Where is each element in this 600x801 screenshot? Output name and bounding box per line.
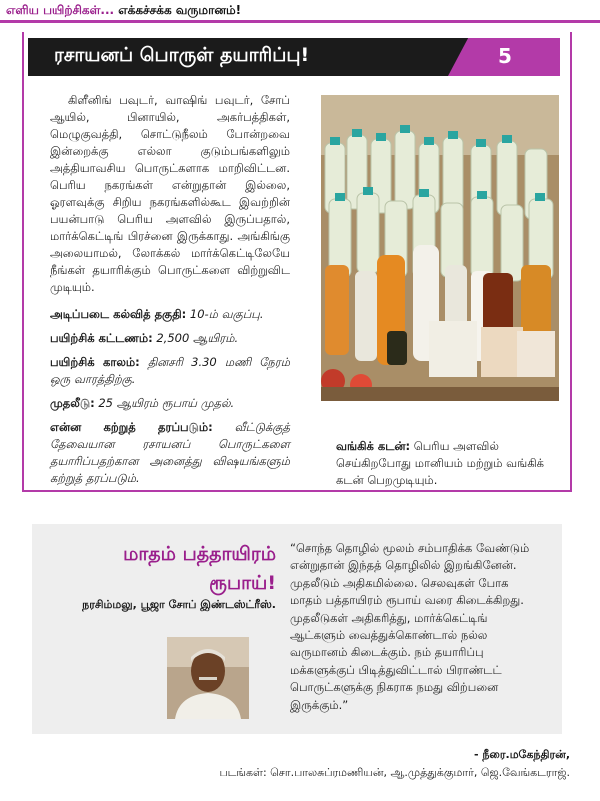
testimonial-title-line2: ரூபாய்! [209,572,276,594]
series-name: எளிய பயிற்சிகள்... [6,3,115,17]
page-number: 5 [498,44,512,68]
info-label: என்ன கற்றுத் தரப்படும்: [50,420,213,434]
testimonial-byline: நரசிம்மலு, பூஜா சோப் இண்டஸ்ட்ரீஸ். [82,598,276,611]
info-label: பயிற்சிக் கட்டணம்: [50,331,153,345]
photo-caption [336,438,556,489]
avatar [167,637,249,719]
products-photo [321,95,559,401]
info-qualification [50,306,290,323]
info-value: 10-ம் வகுப்பு. [189,307,264,321]
series-tagline: எக்கச்சக்க வருமானம்! [118,3,242,17]
info-duration [50,354,290,388]
credits [130,746,570,782]
author-credit: - நீரை.மகேந்திரன், [473,748,570,761]
testimonial-quote: “சொந்த தொழில் மூலம் சம்பாதிக்க வேண்டும் என்றுதான் இந்தத் தொழிலில் இறங்கினேன். முதலீடும் அதிகமில்லை. செலவுகள் போக மாதம் பத்தாயிரம் ரூபாய் வரை கிடைக்கிறது. முதலீடுகள் அதிகரித்து, மார்க்கெட்டிங் ஆட்களும் வைத்துக்கொண்டால் நல்ல வருமானம் கிடைக்கும். நம் தயாரிப்பு மக்களுக்குப் பிடித்துவிட்டால் பிராண்டட் பொருட்களுக்கு நிகராக நமது விற்பனை இருக்கும்.” [290,541,530,712]
intro-paragraph: கிளீனிங் பவுடர், வாஷிங் பவுடர், சோப் ஆயில், பினாயில், அகர்பத்திகள், மெழுகுவத்தி, சொட்டுநீலம் போன்றவை இன்றைக்கு எல்லா குடும்பங்களிலும் அத்தியாவசிய பொருட்களாக மாறிவிட்டன. பெரிய நகரங்கள் என்றுதான் இல்லை, ஓரளவுக்கு சிறிய நகரங்களில்கூட இவற்றின் பயன்பாடு பெரிய அளவில் இருப்பதால், மார்க்கெட்டிங் பிரச்னை இருக்காது. அங்கிங்கு அலையாமல், லோக்கல் மார்க்கெட்டிலேயே நீங்கள் தயாரிக்கும் பொருட்களை விற்றுவிட முடியும். [50,93,290,294]
article-title: ரசாயனப் பொருள் தயாரிப்பு! [54,44,310,66]
running-header-text [6,3,241,19]
info-value: 25 ஆயிரம் ரூபாய் முதல். [98,396,235,410]
info-label: முதலீடு: [50,396,95,410]
info-investment [50,395,290,412]
testimonial-title [56,540,276,598]
info-fee [50,330,290,347]
info-value: வீட்டுக்குத் தேவையான ரசாயனப் பொருட்களை தயாரிப்பதற்கான அனைத்து விஷயங்களும் கற்றுத் தரப்படும். [50,420,290,485]
photo-credit: படங்கள்: சொ.பாலசுப்ரமணியன், ஆ.முத்துக்குமார், ஜெ.வேங்கடராஜ். [219,766,570,779]
article-body [50,92,290,494]
bottles-illustration [321,95,559,401]
caption-text: பெரிய அளவில் செய்கிறபோது மானியம் மற்றும் வங்கிக் கடன் பெறமுடியும். [336,439,545,487]
header-rule [0,20,600,23]
info-value: 2,500 ஆயிரம். [156,331,239,345]
info-syllabus [50,419,290,487]
running-header [0,0,600,22]
testimonial-title-line1: மாதம் பத்தாயிரம் [123,543,276,565]
title-band [28,38,560,76]
info-label: அடிப்படை கல்வித் தகுதி: [50,307,187,321]
info-value: தினசரி 3.30 மணி நேரம் ஒரு வாரத்திற்கு. [50,355,291,386]
caption-label: வங்கிக் கடன்: [336,439,411,453]
info-label: பயிற்சிக் காலம்: [50,355,140,369]
person-portrait [167,637,249,719]
